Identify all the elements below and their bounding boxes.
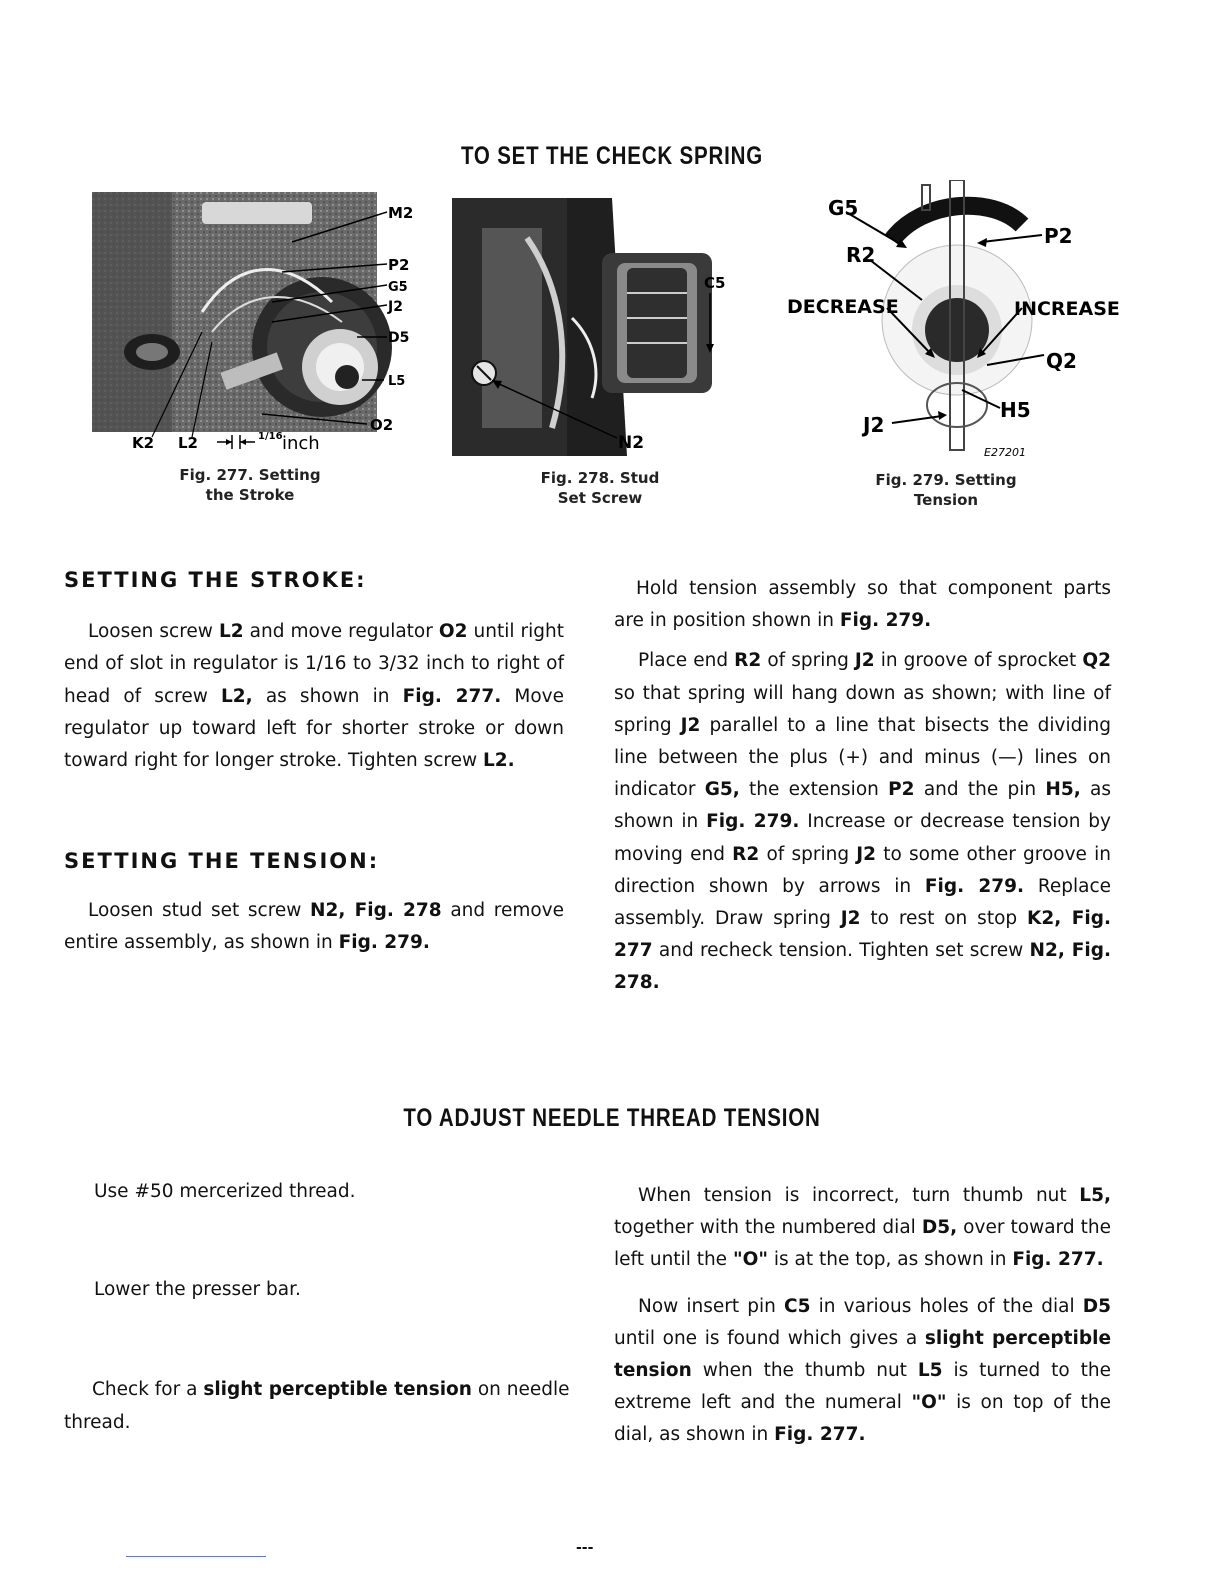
text: to rest on stop [860,908,1028,930]
label-h5: H5 [1000,398,1031,422]
ref-n2-fig-278: N2, Fig. 278. [614,940,1111,994]
text: is turned to the extreme left and the numeral [614,1360,1111,1414]
tension-right-column [614,573,1111,1000]
label-o2: O2 [370,416,394,434]
label-m2: M2 [388,204,414,222]
label-n2: N2 [618,433,645,453]
caption-279-line1: Fig. 279. Setting [875,471,1017,489]
text: the extension [739,779,889,801]
ref-l2: L2. [483,750,515,772]
ref-fig-279: Fig. 279. [839,610,932,632]
ref-r2: R2 [732,843,760,865]
text: of spring [761,650,855,672]
label-r2: R2 [846,243,876,267]
caption-278-line1: Fig. 278. Stud [540,469,660,487]
ref-o: "O" [732,1249,768,1271]
label-inch: inch [282,433,320,454]
figure-277-illustration [92,192,422,462]
ref-g5: G5, [704,779,740,801]
label-j2: J2 [863,413,885,437]
page-number: --- [576,1540,594,1556]
tension-column [64,845,564,960]
text: together with the numbered dial [614,1217,922,1239]
left-step-2: Lower the presser bar. [94,1279,301,1301]
text: as shown in [252,685,403,707]
figure-279-illustration [782,180,1127,465]
ref-j2: J2 [854,650,875,672]
label-q2: Q2 [1046,349,1077,373]
label-l5: L5 [388,374,406,389]
ref-d5: D5 [1082,1295,1111,1317]
section-title-check-spring: TO SET THE CHECK SPRING [460,142,764,170]
text: and remove entire assembly, as shown in [64,900,565,954]
text: until right end of slot in regulator is 1/16 to 3/32 inch to right of head of screw [64,621,564,707]
label-g5: G5 [828,196,859,220]
ref-l5: L5, [1079,1185,1111,1206]
caption-277-line2: the Stroke [205,486,295,504]
text: Move regulator up toward left for shorter stroke or down toward right for longer stroke. Tighten screw [64,685,564,772]
label-j2: J2 [388,299,403,315]
caption-279-line2: Tension [913,491,979,509]
label-decrease: DECREASE [787,296,899,318]
ref-n2-fig-278: N2, Fig. 278 [310,900,442,922]
ref-o2: O2 [438,621,468,643]
text: in various holes of the dial [810,1295,1083,1317]
figure-278-illustration [452,198,752,463]
ref-j2: J2 [856,843,877,865]
text: and move regulator [243,621,439,643]
ref-c5: C5 [784,1295,811,1317]
text: is on top of the dial, as shown in [614,1392,1111,1446]
ref-r2: R2 [734,650,762,672]
footer-rule [126,1556,266,1557]
section-title-needle-thread-tension: TO ADJUST NEEDLE THREAD TENSION [403,1104,821,1132]
text: Increase or decrease tension by moving end [614,811,1111,865]
text: Loosen screw [88,621,219,643]
heading-setting-stroke: SETTING THE STROKE: [64,568,367,592]
text: so that spring will hang down as shown; with line of spring [614,682,1111,736]
caption-fig-277 [150,465,350,505]
text: and recheck tension. Tighten set screw [652,940,1030,962]
text: When tension is incorrect, turn thumb nut [638,1185,1080,1206]
text: over toward the left until the [614,1217,1111,1271]
left-step-3 [64,1374,574,1438]
text: Place end [638,650,735,672]
emphasis-slight-tension: slight perceptible tension [203,1379,472,1401]
label-k2: K2 [132,434,155,452]
ref-l2: L2 [218,621,244,643]
caption-278-line2: Set Screw [557,489,643,507]
ref-k2-fig-277: K2, Fig. 277 [614,908,1111,962]
figure-278 [452,198,752,463]
caption-277-line1: Fig. 277. Setting [179,466,321,484]
ref-l2: L2, [220,685,253,707]
text: is at the top, as shown in [767,1249,1013,1271]
emphasis-slight-tension: slight perceptible tension [614,1327,1111,1382]
right-paragraph-1 [614,573,1111,637]
label-p2: P2 [388,256,410,274]
text: when the thumb nut [691,1360,918,1382]
text: of spring [759,843,857,865]
ref-q2: Q2 [1082,650,1111,672]
tension-paragraph [64,895,564,959]
text: Hold tension assembly so that component parts are in position shown in [614,578,1111,632]
needle-right-column [614,1180,1111,1452]
needle-right-paragraph-2 [614,1291,1111,1452]
stroke-column [64,564,564,777]
text: Loosen stud set screw [88,900,311,922]
ref-h5: H5, [1045,779,1081,801]
text: as shown in [614,779,1111,833]
label-increase: INCREASE [1014,298,1120,320]
text: in groove of sprocket [874,650,1083,672]
ref-d5: D5, [921,1217,958,1239]
caption-fig-278 [500,468,700,508]
label-p2: P2 [1044,224,1073,248]
label-code: E27201 [984,446,1026,459]
heading-setting-tension: SETTING THE TENSION: [64,849,380,873]
figure-279 [782,180,1127,465]
label-g5: G5 [388,280,408,295]
text: and the pin [914,779,1046,801]
left-step-1: Use #50 mercerized thread. [94,1181,356,1202]
label-l2: L2 [178,434,198,452]
figure-277 [92,192,422,462]
needle-right-paragraph-1 [614,1180,1111,1277]
caption-fig-279 [846,470,1046,510]
text: Check for a [92,1379,204,1401]
ref-fig-279: Fig. 279. [924,875,1025,897]
text: on needle thread. [64,1379,570,1433]
text: parallel to a line that bisects the dividing line between the plus (+) and minus (—) lines on indicator [614,714,1111,801]
needle-left-column [64,1176,574,1439]
ref-fig-277: Fig. 277. [402,685,502,707]
label-fraction: 1/16 [258,431,283,442]
text: until one is found which gives a [614,1327,925,1349]
ref-p2: P2 [888,779,915,801]
label-d5: D5 [388,330,410,346]
text: to some other groove in direction shown by arrows in [614,843,1111,897]
ref-fig-279: Fig. 279. [706,811,800,833]
text: Now insert pin [638,1295,785,1317]
label-c5: C5 [704,274,726,292]
ref-fig-279: Fig. 279. [338,932,430,954]
ref-j2: J2 [840,908,861,930]
text: Replace assembly. Draw spring [614,875,1111,930]
ref-l5: L5 [917,1360,943,1382]
ref-fig-277: Fig. 277. [1012,1249,1104,1271]
ref-j2: J2 [680,714,701,736]
stroke-paragraph [64,616,564,777]
right-paragraph-2 [614,645,1111,999]
ref-o: "O" [911,1392,947,1414]
ref-fig-277: Fig. 277. [774,1424,866,1446]
